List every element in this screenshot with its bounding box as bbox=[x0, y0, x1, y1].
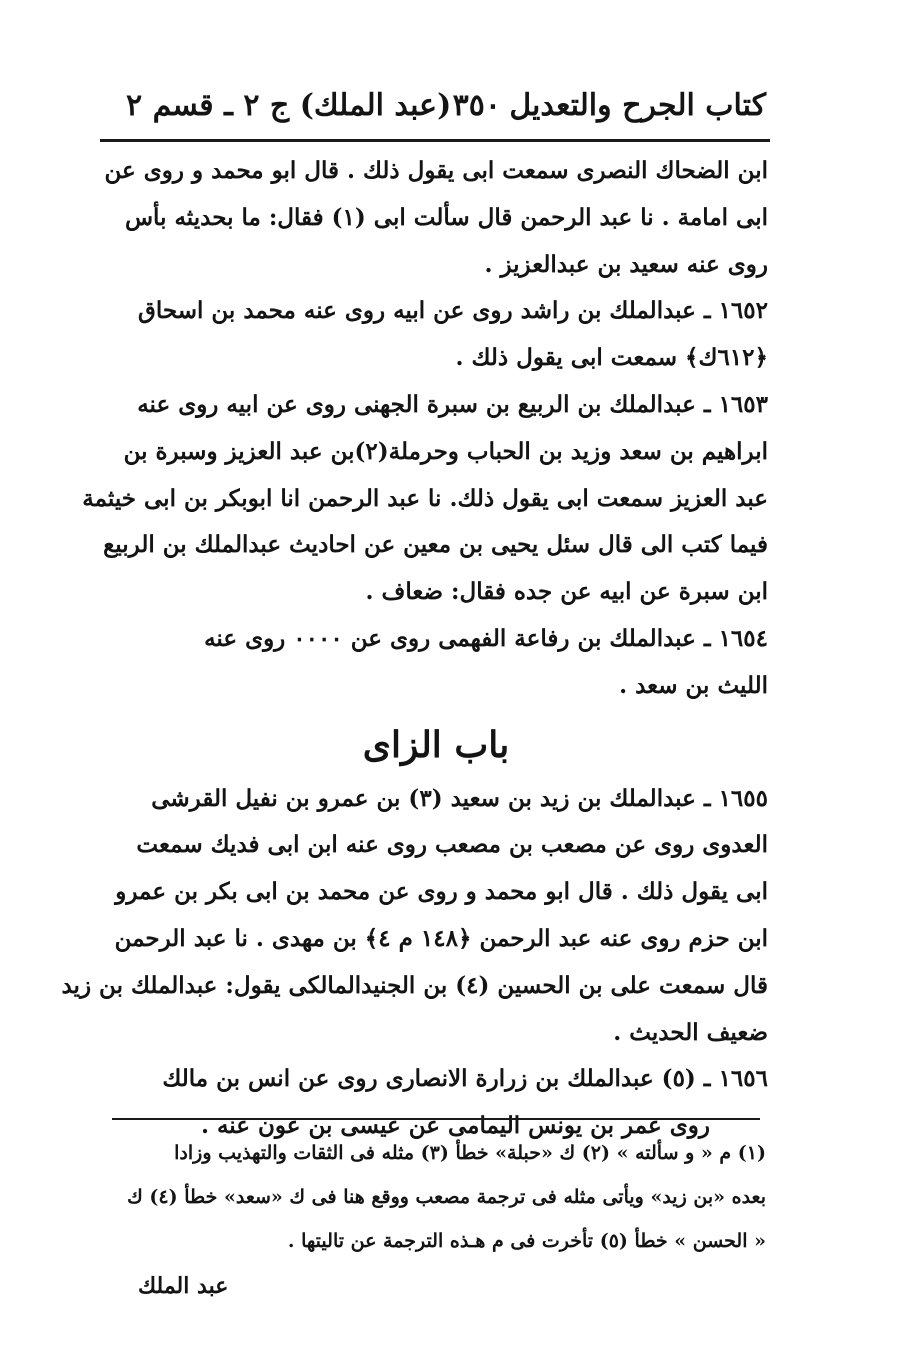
entry-1655-line-1 bbox=[104, 776, 768, 823]
footnotes bbox=[104, 1131, 766, 1263]
text-line: عبد العزيز سمعت ابى يقول ذلك. نا عبد الرحمن انا ابوبكر بن ابى خيثمة bbox=[82, 484, 768, 512]
main-text bbox=[61, 148, 768, 1150]
footnote-line: (١) م « و سألته » (٢) ك «حبلة» خطأ (٣) مثله فى الثقات والتهذيب وزادا bbox=[174, 1142, 766, 1164]
entry-1654-line-1 bbox=[104, 616, 768, 663]
entry-number: ١٦٥٦ bbox=[718, 1065, 768, 1093]
text-line: ابن سبرة عن ابيه عن جده فقال: ضعاف . bbox=[365, 578, 768, 606]
entry-number: ١٦٥٢ bbox=[718, 297, 768, 325]
running-header bbox=[104, 82, 766, 134]
entry-text: ـ عبدالملك بن زيد بن سعيد (٣) بن عمرو بن نفيل القرشى bbox=[151, 784, 711, 812]
text-line: ابى يقول ذلك . قال ابو محمد و روى عن محمد بن ابى بكر بن عمرو bbox=[115, 878, 768, 906]
entry-1656-line-1 bbox=[104, 1056, 768, 1103]
entry-1653-line-1 bbox=[104, 382, 768, 429]
text-line: روى عمر بن يونس اليمامى عن عيسى بن عون عنه . bbox=[200, 1112, 710, 1140]
text-line: الليث بن سعد . bbox=[619, 671, 768, 699]
entry-number: ١٦٥٣ bbox=[718, 390, 768, 418]
header-divider bbox=[100, 139, 770, 142]
text-line: روى عنه سعيد بن عبدالعزيز . bbox=[484, 250, 768, 278]
entry-text: ـ عبدالملك بن رفاعة الفهمى روى عن ٠٠٠٠ روى عنه bbox=[204, 624, 711, 652]
book-title: كتاب الجرح والتعديل bbox=[509, 88, 766, 123]
text-line: ابن حزم روى عنه عبد الرحمن ﴿١٤٨ م ٤﴾ بن مهدى . نا عبد الرحمن bbox=[114, 924, 768, 952]
footnote-divider bbox=[112, 1118, 760, 1120]
part-info: (عبد الملك) ج ٢ ـ قسم ٢ bbox=[126, 88, 452, 123]
entry-number: ١٦٥٥ bbox=[718, 784, 768, 812]
section-title: باب الزاى bbox=[362, 723, 510, 766]
entry-number: ١٦٥٤ bbox=[718, 624, 768, 652]
footnote-line: بعده «بن زيد» ويأتى مثله فى ترجمة مصعب ووقع هنا فى ك «سعد» خطأ (٤) ك bbox=[127, 1186, 766, 1208]
text-line: ضعيف الحديث . bbox=[613, 1018, 768, 1046]
text-line: ابى امامة . نا عبد الرحمن قال سألت ابى (١) فقال: ما بحديثه بأس bbox=[124, 203, 768, 231]
footnote-line: « الحسن » خطأ (٥) تأخرت فى م هـذه الترجمة عن تاليتها . bbox=[287, 1230, 766, 1252]
page-number: ٣٥٠ bbox=[452, 88, 501, 123]
entry-1652-line-1 bbox=[104, 288, 768, 335]
text-line: العدوى روى عن مصعب بن مصعب روى عنه ابن ابى فديك سمعت bbox=[136, 831, 768, 859]
entry-text: ـ عبدالملك بن الربيع بن سبرة الجهنى روى عن ابيه روى عنه bbox=[137, 390, 711, 418]
text-line: ﴿٦١٢ك﴾ سمعت ابى يقول ذلك . bbox=[455, 344, 768, 372]
text-line: ابراهيم بن سعد وزيد بن الحباب وحرملة(٢)بن عبد العزيز وسبرة بن bbox=[123, 437, 768, 465]
catchword: عبد الملك bbox=[138, 1273, 229, 1299]
entry-text: ـ عبدالملك بن راشد روى عن ابيه روى عنه محمد بن اسحاق bbox=[138, 297, 711, 325]
text-line: فيما كتب الى قال سئل يحيى بن معين عن احاديث عبدالملك بن الربيع bbox=[103, 531, 768, 559]
entry-text: ـ (٥) عبدالملك بن زرارة الانصارى روى عن انس بن مالك bbox=[162, 1065, 711, 1093]
text-line: ابن الضحاك النصرى سمعت ابى يقول ذلك . قال ابو محمد و روى عن bbox=[104, 157, 768, 184]
text-line: قال سمعت على بن الحسين (٤) بن الجنيدالمالكى يقول: عبدالملك بن زيد bbox=[61, 971, 768, 999]
